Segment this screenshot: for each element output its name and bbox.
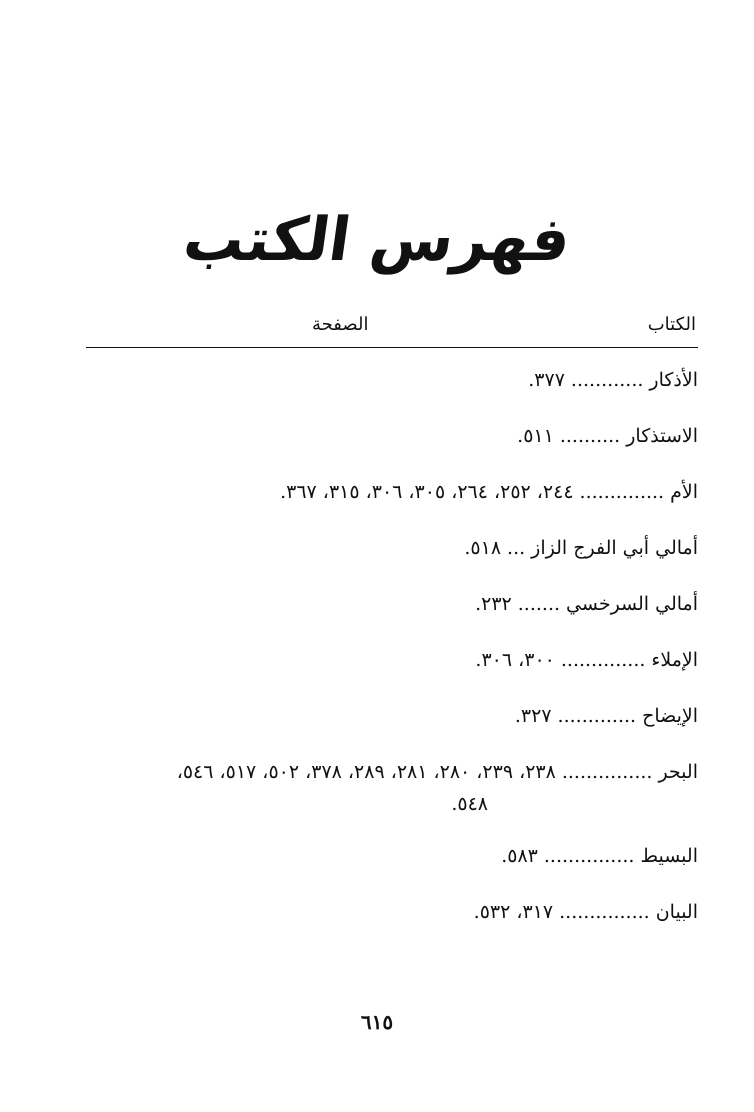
- entry-pages: ٢٣٢.: [475, 593, 512, 615]
- leader-dots: ...............: [543, 845, 635, 867]
- index-entry: [48, 756, 698, 820]
- entry-pages: ٥١٨.: [464, 537, 502, 559]
- column-header-page: الصفحة: [312, 314, 369, 335]
- index-entry: [48, 476, 698, 508]
- entry-title: البيان: [655, 901, 698, 923]
- index-entry: [48, 896, 698, 928]
- entry-pages: ٣٢٧.: [514, 705, 552, 727]
- entry-pages: ٥٨٣.: [501, 845, 538, 867]
- entry-title: البحر: [658, 761, 698, 783]
- leader-dots: ..........: [559, 425, 621, 447]
- leader-dots: ..............: [579, 481, 665, 503]
- entry-pages-continued: ٥٤٨.: [451, 793, 488, 815]
- entry-pages: ٢٤٤، ٢٥٢، ٢٦٤، ٣٠٥، ٣٠٦، ٣١٥، ٣٦٧.: [280, 481, 574, 503]
- leader-dots: .......: [517, 593, 561, 615]
- entry-title: الأم: [670, 481, 698, 503]
- leader-dots: ...............: [559, 901, 650, 923]
- entry-title: الإملاء: [651, 649, 698, 671]
- leader-dots: ............: [570, 369, 644, 391]
- index-entry: [48, 420, 698, 452]
- entry-title: البسيط: [640, 845, 698, 867]
- entry-pages: ٢٣٨، ٢٣٩، ٢٨٠، ٢٨١، ٢٨٩، ٣٧٨، ٥٠٢، ٥١٧، ٥٤٦،: [176, 761, 556, 783]
- entry-title: الاستذكار: [626, 425, 698, 447]
- entry-title: أمالي أبي الفرج الزاز: [531, 537, 698, 559]
- index-entry: [48, 364, 698, 396]
- entry-pages: ٣٧٧.: [528, 369, 565, 391]
- entry-title: الأذكار: [649, 369, 698, 391]
- leader-dots: ...: [507, 537, 526, 559]
- entry-pages: ٣٠٠، ٣٠٦.: [475, 649, 555, 671]
- leader-dots: ...............: [561, 761, 653, 783]
- header-rule: [86, 347, 698, 348]
- leader-dots: .............: [557, 705, 637, 727]
- index-entry: [48, 532, 698, 564]
- index-list: [48, 352, 698, 928]
- index-entry: [48, 700, 698, 732]
- index-entry: [48, 588, 698, 620]
- entry-pages: ٣١٧، ٥٣٢.: [473, 901, 554, 923]
- entry-title: أمالي السرخسي: [566, 593, 698, 615]
- leader-dots: ..............: [560, 649, 646, 671]
- entry-pages: ٥١١.: [517, 425, 554, 447]
- page-number: ٦١٥: [360, 1010, 394, 1034]
- page-title: فهرس الكتب: [179, 205, 575, 275]
- column-header-book: الكتاب: [647, 314, 696, 335]
- index-entry: [48, 644, 698, 676]
- entry-title: الإيضاح: [642, 705, 698, 727]
- index-entry: [48, 840, 698, 872]
